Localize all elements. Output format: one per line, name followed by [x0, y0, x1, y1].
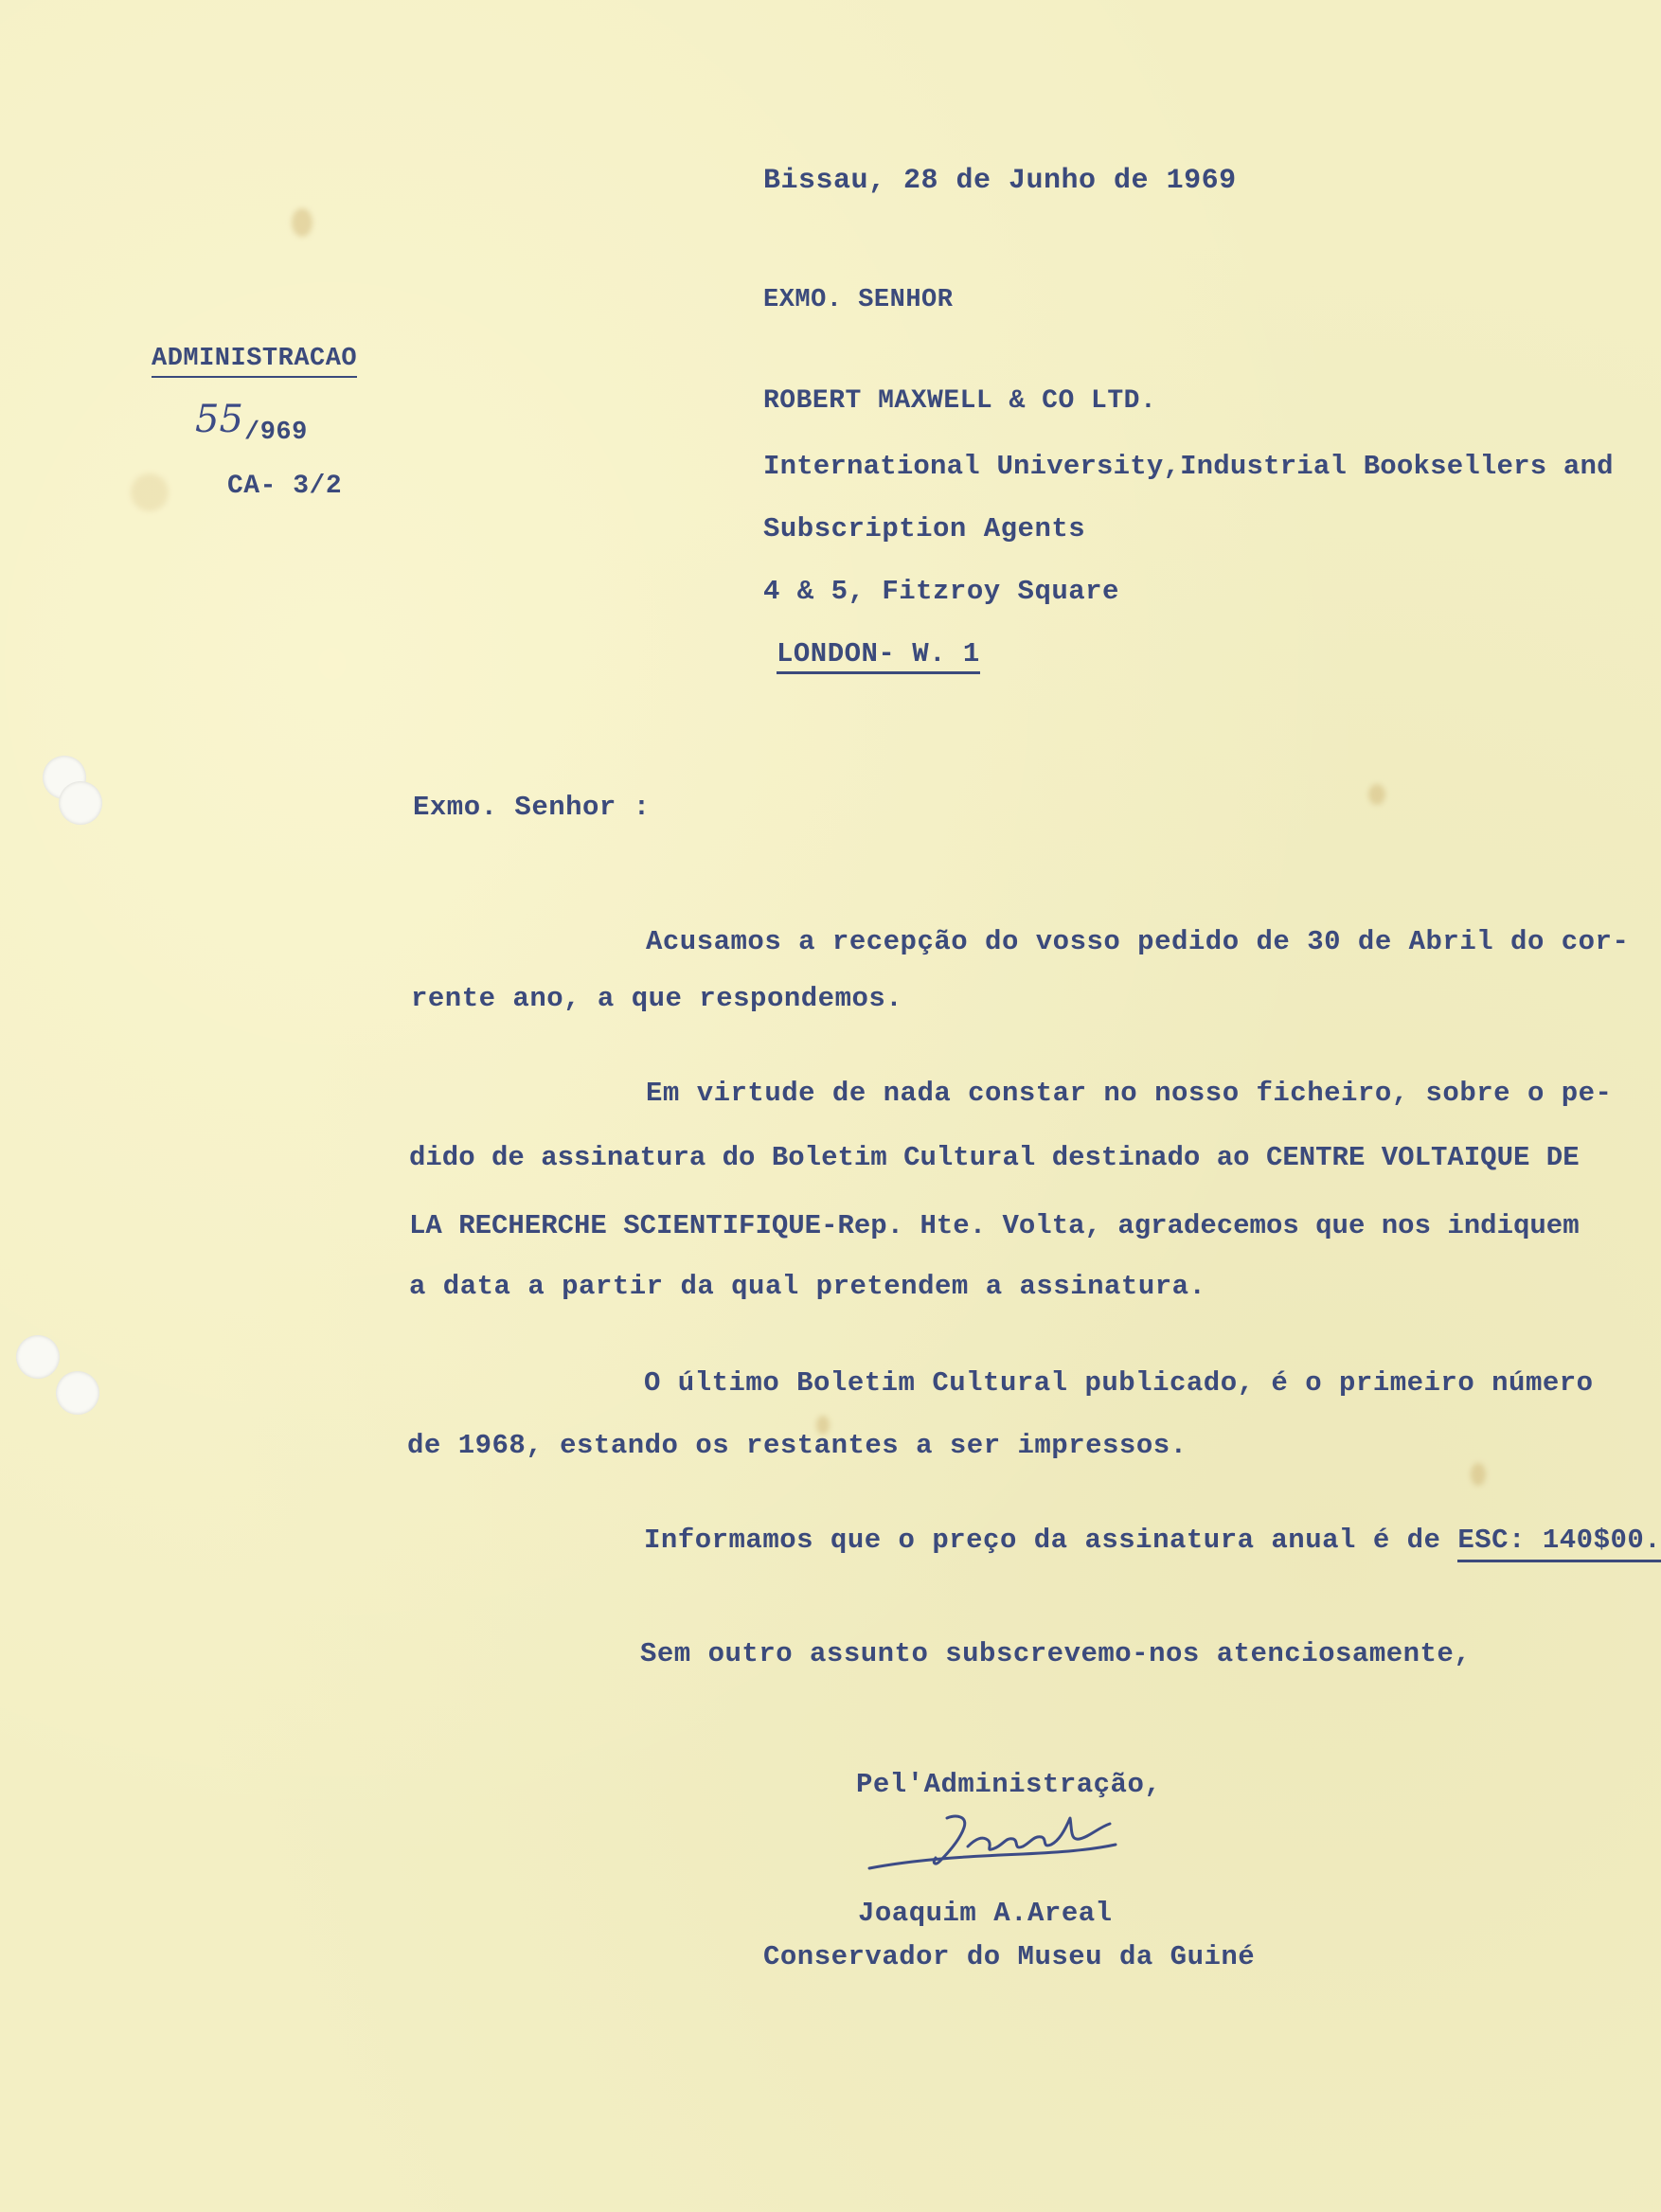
paper-stain	[1368, 784, 1385, 805]
paragraph-1-line-1: Acusamos a recepção do vosso pedido de 30 de Abril do cor-	[646, 926, 1630, 957]
file-number-suffix: /969	[244, 419, 308, 447]
signature	[862, 1807, 1146, 1882]
salutation-header: EXMO. SENHOR	[763, 286, 954, 314]
signer-name: Joaquim A.Areal	[858, 1898, 1113, 1929]
paragraph-5: Sem outro assunto subscrevemo-nos atenciosamente,	[640, 1638, 1472, 1669]
paragraph-3-line-1: O último Boletim Cultural publicado, é o primeiro número	[644, 1367, 1594, 1399]
paragraph-4	[644, 1526, 1661, 1554]
paragraph-2-line-4: a data a partir da qual pretendem a assinatura.	[409, 1271, 1206, 1302]
paragraph-2-line-1: Em virtude de nada constar no nosso ficheiro, sobre o pe-	[646, 1078, 1613, 1109]
paragraph-2-line-3: LA RECHERCHE SCIENTIFIQUE-Rep. Hte. Volta, agradecemos que nos indiquem	[409, 1210, 1580, 1241]
on-behalf-of: Pel'Administração,	[856, 1769, 1162, 1800]
recipient-name: ROBERT MAXWELL & CO LTD.	[763, 386, 1157, 416]
recipient-line-2: Subscription Agents	[763, 513, 1086, 544]
punch-hole	[59, 781, 102, 825]
paragraph-1-line-2: rente ano, a que respondemos.	[411, 983, 903, 1014]
paragraph-3-line-2: de 1968, estando os restantes a ser impressos.	[407, 1430, 1188, 1461]
paper-stain	[292, 208, 313, 237]
subscription-price: ESC: 140$00.	[1457, 1525, 1661, 1562]
department-code: CA- 3/2	[227, 472, 343, 501]
recipient-line-1: International University,Industrial Booksellers and	[763, 451, 1614, 482]
greeting: Exmo. Senhor :	[413, 792, 651, 823]
paragraph-2-line-2: dido de assinatura do Boletim Cultural destinado ao CENTRE VOLTAIQUE DE	[409, 1142, 1580, 1173]
letter-date: Bissau, 28 de Junho de 1969	[763, 165, 1237, 197]
file-number-handwritten: 55	[195, 398, 243, 441]
paper-stain	[131, 473, 169, 511]
price-sentence: Informamos que o preço da assinatura anual é de	[644, 1525, 1441, 1556]
signature-drawing	[862, 1807, 1146, 1882]
recipient-city: LONDON- W. 1	[777, 640, 980, 674]
punch-hole	[56, 1371, 99, 1415]
department-name: ADMINISTRACAO	[152, 347, 357, 378]
punch-hole	[16, 1335, 60, 1379]
paper-stain	[1471, 1463, 1486, 1486]
recipient-street: 4 & 5, Fitzroy Square	[763, 576, 1119, 607]
signer-title: Conservador do Museu da Guiné	[763, 1941, 1256, 1972]
